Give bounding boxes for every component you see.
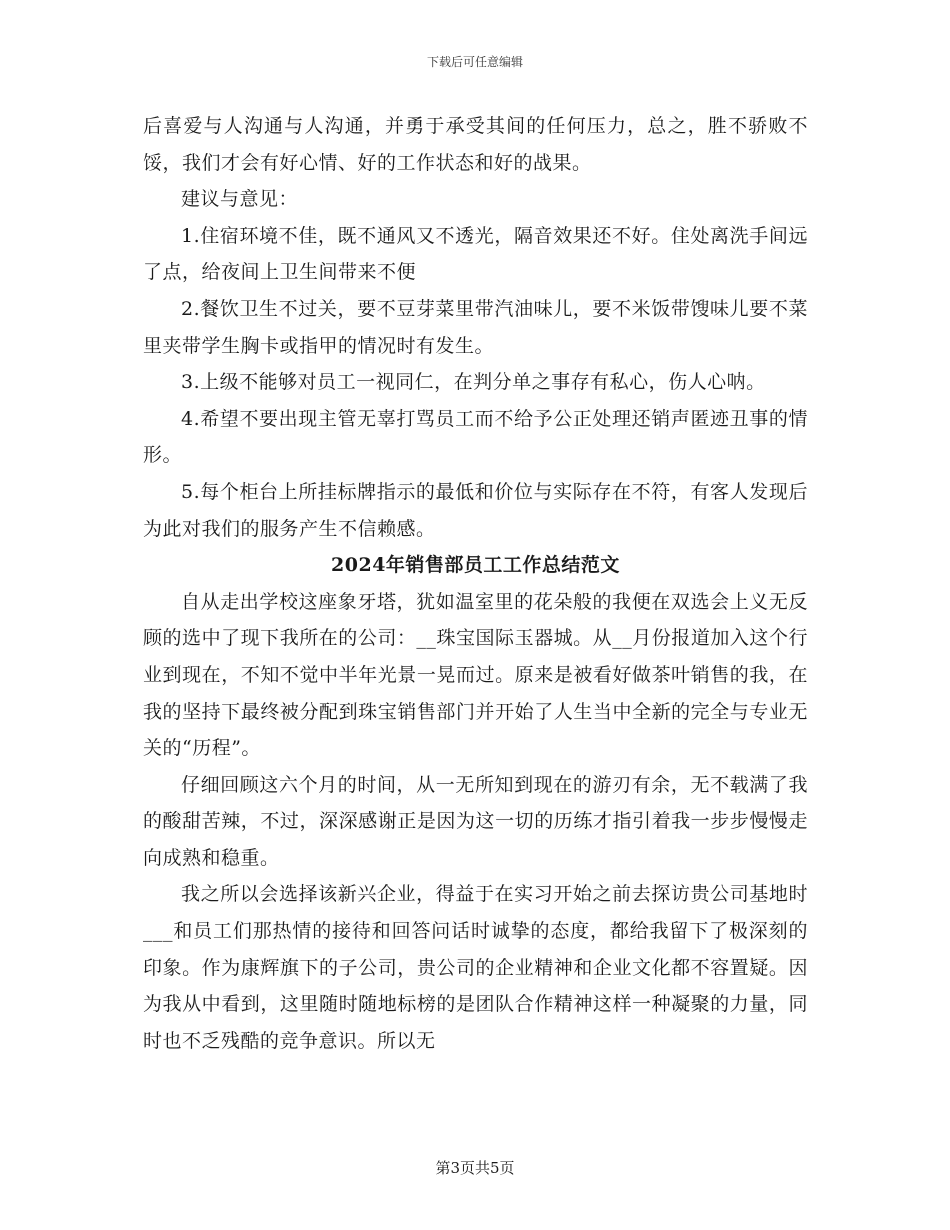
page-header: 下载后可任意编辑 [426,55,523,69]
document-body [143,108,808,1059]
suggestions-heading: 建议与意见： [181,188,299,211]
paragraph: 仔细回顾这六个月的时间，从一无所知到现在的游刃有余，无不载满了我的酸甜苦辣，不过，深深感谢正是因为这一切的历练才指引着我一步步慢慢走向成熟和稳重。 [143,773,808,869]
suggestion-item-1: 1.住宿环境不佳，既不通风又不透光，隔音效果还不好。住处离洗手间远了点，给夜间上卫生间带来不便 [143,224,808,284]
paragraph: 自从走出学校这座象牙塔，犹如温室里的花朵般的我便在双选会上义无反顾的选中了现下我所在的公司：__珠宝国际玉器城。从__月份报道加入这个行业到现在，不知不觉中半年光景一晃而过。原来是被看好做茶叶销售的我，在我的坚持下最终被分配到珠宝销售部门并开始了人生当中全新的完全与专业无关的“历程”。 [143,590,808,760]
section-title: 2024年销售部员工工作总结范文 [331,554,620,577]
paragraph: 我之所以会选择该新兴企业，得益于在实习开始之前去探访贵公司基地时___和员工们那热情的接待和回答问话时诚挚的态度，都给我留下了极深刻的印象。作为康辉旗下的子公司，贵公司的企业精神和企业文化都不容置疑。因为我从中看到，这里随时随地标榜的是团队合作精神这样一种凝聚的力量，同时也不乏残酷的竞争意识。所以无 [143,883,808,1052]
page-number: 第3页共5页 [435,1159,515,1177]
paragraph-continuation: 后喜爱与人沟通与人沟通，并勇于承受其间的任何压力，总之，胜不骄败不馁，我们才会有好心情、好的工作状态和好的战果。 [143,115,808,174]
suggestion-item-3: 3.上级不能够对员工一视同仁，在判分单之事存有私心，伤人心呐。 [181,371,766,394]
suggestion-item-4: 4.希望不要出现主管无辜打骂员工而不给予公正处理还销声匿迹丑事的情形。 [143,407,808,467]
suggestion-item-2: 2.餐饮卫生不过关，要不豆芽菜里带汽油味儿，要不米饭带馊味儿要不菜里夹带学生胸卡或指甲的情况时有发生。 [143,297,808,357]
suggestion-item-5: 5.每个柜台上所挂标牌指示的最低和价位与实际存在不符，有客人发现后为此对我们的服务产生不信赖感。 [143,480,808,540]
